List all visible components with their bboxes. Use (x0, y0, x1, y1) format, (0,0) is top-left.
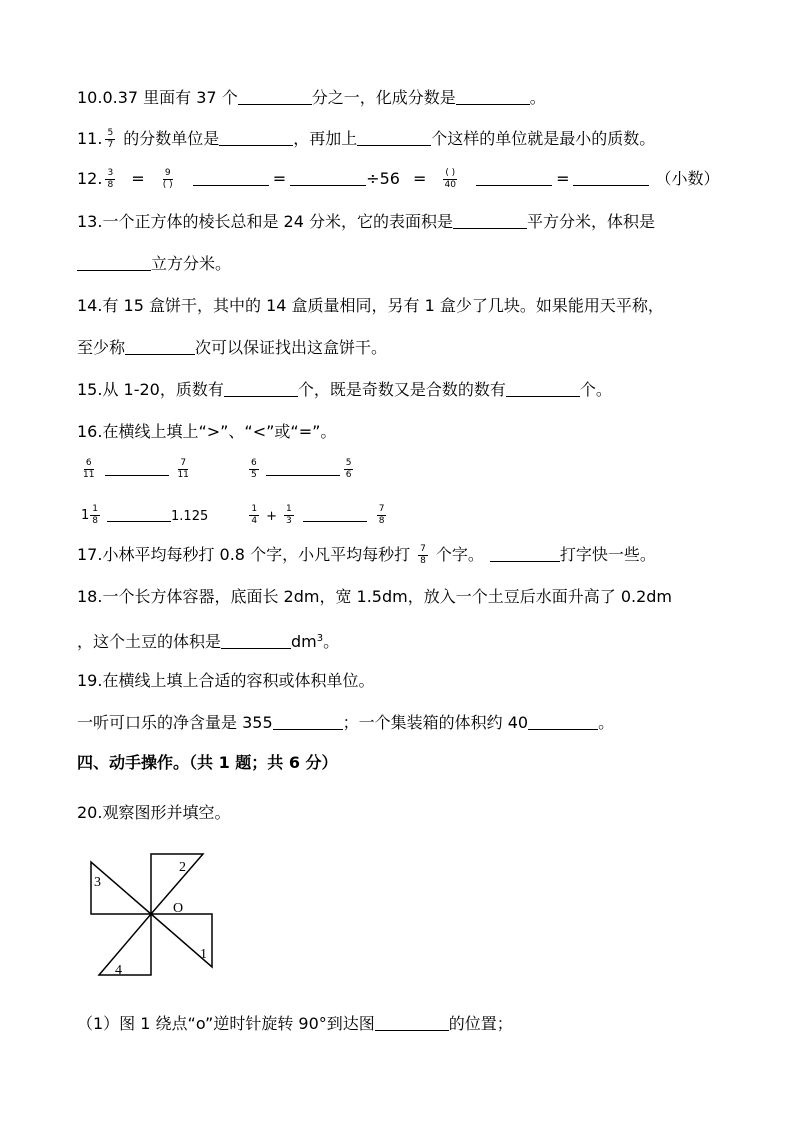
question-14: 14.有 15 盒饼干，其中的 14 盒质量相同，另有 1 盒少了几块。如果能用天平称， (77, 296, 664, 315)
answer-blank[interactable] (506, 380, 580, 397)
answer-blank[interactable] (238, 88, 312, 105)
question-17: 17.小林平均每秒打 0.8 个字，小凡平均每秒打 $\frac{7}{8}$ 个字。 打字快一些。 (77, 544, 656, 566)
fraction: $\frac{7}{8}$ (420, 544, 426, 566)
label-1: 1 (200, 947, 207, 962)
pinwheel-figure (86, 850, 218, 984)
question-13-cont: 立方分米。 (77, 254, 231, 274)
question-14-cont: 至少称 次可以保证找出这盒饼干。 (77, 338, 388, 357)
mixed-number: 1 $\frac{1}{8}$ (81, 504, 99, 526)
question-11: 11. $\frac{5}{7}$ 的分数单位是 ，再加上 个这样的单位就是最小的质数。 (77, 128, 656, 150)
question-12: 12. $\frac{3}{8}$ = $\frac{9}{( )}$ = ÷56 = $\frac{( )}{40}$ = （小数） (77, 168, 720, 190)
comparison-row-2: 1 $\frac{1}{8}$ 1.125 $\frac{1}{4}$ + $\frac{1}{3}$ $\frac{7}{8}$ (81, 504, 385, 526)
comparison-row-1 (77, 458, 356, 481)
answer-blank[interactable] (125, 338, 195, 355)
label-4: 4 (115, 963, 122, 978)
question-13: 13.一个正方体的棱长总和是 24 分米，它的表面积是 平方分米，体积是 (77, 212, 655, 231)
answer-blank[interactable] (456, 88, 530, 105)
fraction: $\frac{5}{7}$ (107, 128, 114, 150)
fraction: $\frac{1}{3}$ (285, 504, 292, 526)
answer-blank[interactable] (266, 459, 340, 476)
question-19-title: 19.在横线上填上合适的容积或体积单位。 (77, 671, 375, 690)
answer-blank[interactable] (273, 713, 343, 730)
answer-blank[interactable] (224, 380, 298, 397)
fraction: $\frac{1}{4}$ (251, 504, 258, 526)
section-title: 四、动手操作。（共 1 题；共 6 分） (77, 753, 338, 772)
answer-blank[interactable] (107, 505, 171, 522)
answer-blank[interactable] (219, 129, 293, 146)
question-18: 18.一个长方体容器，底面长 2dm，宽 1.5dm，放入一个土豆后水面升高了 0.2dm (77, 587, 673, 606)
answer-blank[interactable] (528, 713, 598, 730)
fraction: $\frac{3}{8}$ (107, 168, 114, 190)
question-19: 一听可口乐的净含量是 355 ；一个集装箱的体积约 40 。 (77, 713, 615, 732)
answer-blank[interactable] (573, 169, 649, 186)
fraction: $\frac{7}{8}$ (378, 504, 385, 526)
answer-blank[interactable] (77, 254, 151, 271)
answer-blank[interactable] (357, 129, 431, 146)
answer-blank[interactable] (453, 212, 527, 229)
question-18-cont: ，这个土豆的体积是 $dm^3$。 (77, 632, 340, 651)
label-center: O (173, 901, 184, 916)
answer-blank[interactable] (290, 169, 366, 186)
question-10: 10.0.37 里面有 37 个 分之一，化成分数是 。 (77, 88, 546, 107)
label-2: 2 (179, 860, 186, 875)
label-3: 3 (94, 875, 101, 890)
fraction: $\frac{9}{( )}$ (162, 168, 173, 190)
answer-blank[interactable] (375, 1014, 449, 1031)
answer-blank[interactable] (221, 632, 291, 649)
fraction: $\frac{5}{6}$ (345, 458, 352, 480)
question-15: 15.从 1-20，质数有 个，既是奇数又是合数的数有 个。 (77, 380, 612, 399)
question-20-title: 20.观察图形并填空。 (77, 803, 231, 822)
question-20-sub1: （1）图 1 绕点“o”逆时针旋转 90°到达图 的位置； (77, 1014, 513, 1033)
fraction: $\frac{6}{5}$ (251, 458, 257, 480)
fraction: $\frac{7}{11}$ (177, 458, 189, 480)
answer-blank[interactable] (193, 169, 269, 186)
fraction: $\frac{6}{11}$ (83, 458, 95, 480)
triangle-4 (99, 914, 151, 975)
answer-blank[interactable] (105, 459, 169, 476)
answer-blank[interactable] (303, 505, 367, 522)
answer-blank[interactable] (490, 545, 560, 562)
question-16-title: 16.在横线上填上“>”、“<”或“=”。 (77, 422, 337, 441)
fraction: $\frac{( )}{40}$ (444, 168, 456, 190)
answer-blank[interactable] (476, 169, 552, 186)
